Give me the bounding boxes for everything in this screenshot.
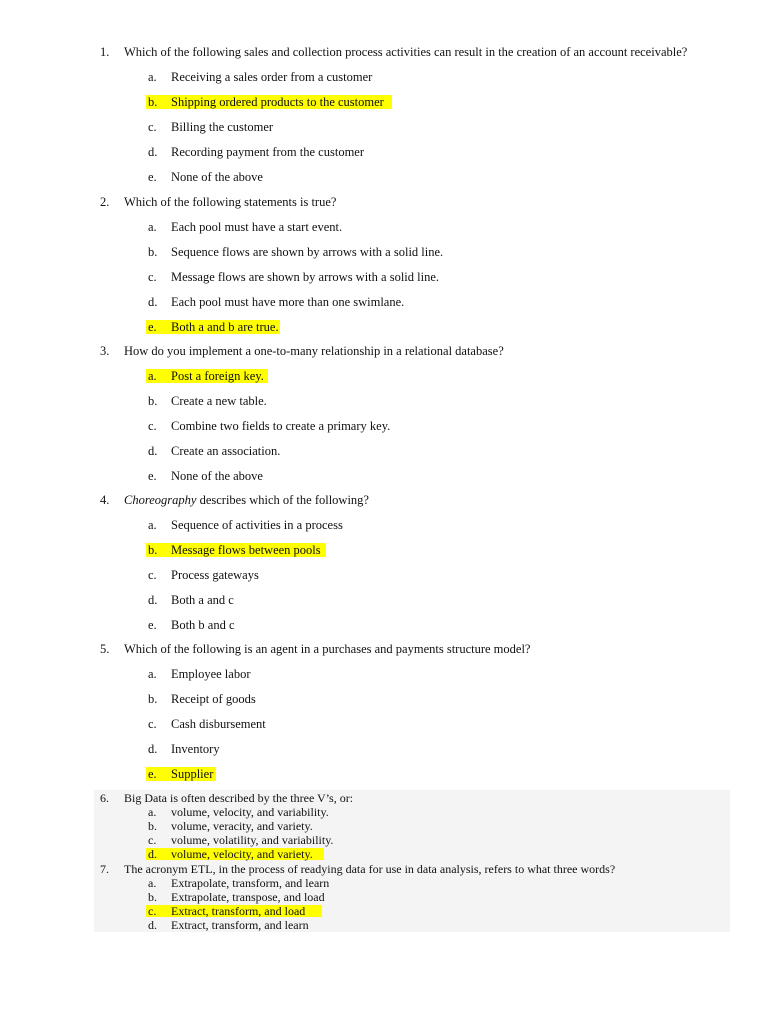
- answer-option: [0, 690, 768, 708]
- question-text: How do you implement a one-to-many relationship in a relational database?: [124, 344, 504, 358]
- option-letter: e.: [148, 618, 157, 632]
- answer-option: [0, 516, 768, 534]
- option-letter: a.: [148, 220, 157, 234]
- compact-question-band: [94, 790, 730, 932]
- option-text: None of the above: [171, 469, 263, 483]
- option-letter: e.: [148, 170, 157, 184]
- answer-option-highlighted: [0, 765, 768, 783]
- question-stem: [0, 491, 768, 509]
- option-letter: c.: [148, 717, 157, 731]
- option-letter: a.: [148, 876, 157, 890]
- option-letter: c.: [148, 120, 157, 134]
- option-text: Shipping ordered products to the customer: [171, 95, 384, 109]
- option-text: Extract, transform, and load: [171, 904, 306, 918]
- question-number: 4.: [100, 493, 110, 507]
- question-text: Which of the following is an agent in a purchases and payments structure model?: [124, 642, 531, 656]
- question-number: 5.: [100, 642, 110, 656]
- option-text: Message flows between pools: [171, 543, 321, 557]
- question-number: 1.: [100, 45, 110, 59]
- option-text: Message flows are shown by arrows with a solid line.: [171, 270, 440, 284]
- answer-option: [0, 715, 768, 733]
- answer-option: [94, 819, 730, 833]
- answer-option: [0, 467, 768, 485]
- question-stem: [0, 193, 768, 211]
- option-text: Both a and c: [171, 593, 234, 607]
- answer-option: [0, 740, 768, 758]
- option-text: volume, velocity, and variety.: [171, 847, 313, 861]
- question-stem: [0, 43, 768, 61]
- question-text-rest: describes which of the following?: [196, 493, 369, 507]
- question-3: [0, 342, 768, 485]
- option-text: Extrapolate, transform, and learn: [171, 876, 330, 890]
- question-7: [94, 862, 730, 932]
- answer-option-highlighted: [0, 318, 768, 336]
- option-text: Extract, transform, and learn: [171, 918, 309, 932]
- option-text: Inventory: [171, 742, 220, 756]
- option-letter: d.: [148, 444, 158, 458]
- option-text: Sequence flows are shown by arrows with a solid line.: [171, 245, 444, 259]
- answer-option: [0, 392, 768, 410]
- question-stem: [94, 862, 730, 876]
- option-letter: c.: [148, 833, 157, 847]
- option-letter: e.: [148, 469, 157, 483]
- answer-option: [0, 442, 768, 460]
- question-number: 3.: [100, 344, 110, 358]
- question-6: [94, 790, 730, 861]
- question-text: The acronym ETL, in the process of readying data for use in data analysis, refers to what three words?: [124, 862, 616, 876]
- answer-option: [0, 566, 768, 584]
- question-text: Which of the following sales and collection process activities can result in the creation of an account receivable?: [124, 45, 688, 59]
- option-text: Both b and c: [171, 618, 235, 632]
- option-text: Both a and b are true.: [171, 320, 279, 334]
- answer-option: [0, 665, 768, 683]
- question-4: [0, 491, 768, 634]
- option-text: Create an association.: [171, 444, 281, 458]
- option-letter: d.: [148, 295, 158, 309]
- question-stem: [0, 640, 768, 658]
- answer-option: [0, 218, 768, 236]
- option-letter: e.: [148, 767, 157, 781]
- option-letter: d.: [148, 742, 158, 756]
- question-number: 2.: [100, 195, 110, 209]
- answer-option-highlighted: [0, 541, 768, 559]
- option-letter: c.: [148, 270, 157, 284]
- option-text: Process gateways: [171, 568, 259, 582]
- answer-option-highlighted: [94, 847, 730, 861]
- option-letter: b.: [148, 394, 158, 408]
- option-text: Combine two fields to create a primary key.: [171, 419, 391, 433]
- question-text: Big Data is often described by the three V’s, or:: [124, 791, 354, 805]
- option-letter: d.: [148, 918, 157, 932]
- answer-option: [94, 890, 730, 904]
- answer-option: [94, 918, 730, 932]
- option-text: Recording payment from the customer: [171, 145, 364, 159]
- option-letter: d.: [148, 847, 157, 861]
- option-text: Extrapolate, transpose, and load: [171, 890, 325, 904]
- option-text: Cash disbursement: [171, 717, 266, 731]
- question-number: 7.: [100, 862, 109, 876]
- answer-option: [94, 805, 730, 819]
- answer-option-highlighted: [0, 93, 768, 111]
- question-text: [124, 491, 369, 509]
- answer-option: [0, 143, 768, 161]
- option-letter: a.: [148, 518, 157, 532]
- question-text-italic: Choreography: [124, 493, 197, 507]
- option-letter: b.: [148, 692, 158, 706]
- option-text: volume, veracity, and variety.: [171, 819, 313, 833]
- option-letter: d.: [148, 593, 158, 607]
- answer-option: [0, 591, 768, 609]
- option-text: Each pool must have more than one swimlane.: [171, 295, 405, 309]
- option-letter: a.: [148, 70, 157, 84]
- option-text: Billing the customer: [171, 120, 274, 134]
- option-letter: b.: [148, 819, 157, 833]
- question-stem: [0, 342, 768, 360]
- option-text: Employee labor: [171, 667, 251, 681]
- option-text: Receipt of goods: [171, 692, 256, 706]
- question-1: [0, 43, 768, 186]
- answer-option: [0, 68, 768, 86]
- answer-option: [94, 833, 730, 847]
- option-text: Receiving a sales order from a customer: [171, 70, 373, 84]
- option-text: Post a foreign key.: [171, 369, 264, 383]
- option-text: volume, volatility, and variability.: [171, 833, 334, 847]
- option-letter: a.: [148, 369, 157, 383]
- question-number: 6.: [100, 791, 109, 805]
- answer-option: [0, 293, 768, 311]
- option-text: Create a new table.: [171, 394, 267, 408]
- answer-option-highlighted: [94, 904, 730, 918]
- answer-option-highlighted: [0, 367, 768, 385]
- option-letter: b.: [148, 95, 158, 109]
- option-letter: d.: [148, 145, 158, 159]
- option-letter: b.: [148, 543, 158, 557]
- option-text: None of the above: [171, 170, 263, 184]
- answer-option: [94, 876, 730, 890]
- answer-option: [0, 417, 768, 435]
- question-text: Which of the following statements is true?: [124, 195, 337, 209]
- answer-option: [0, 616, 768, 634]
- answer-option: [0, 268, 768, 286]
- option-letter: c.: [148, 904, 157, 918]
- question-5: [0, 640, 768, 783]
- option-letter: a.: [148, 667, 157, 681]
- option-text: Each pool must have a start event.: [171, 220, 343, 234]
- option-letter: c.: [148, 419, 157, 433]
- question-2: [0, 193, 768, 336]
- option-letter: b.: [148, 890, 157, 904]
- option-text: Supplier: [171, 767, 214, 781]
- option-text: volume, velocity, and variability.: [171, 805, 329, 819]
- option-letter: e.: [148, 320, 157, 334]
- option-text: Sequence of activities in a process: [171, 518, 343, 532]
- answer-option: [0, 243, 768, 261]
- question-stem: [94, 791, 730, 805]
- answer-option: [0, 118, 768, 136]
- option-letter: a.: [148, 805, 157, 819]
- option-letter: c.: [148, 568, 157, 582]
- answer-option: [0, 168, 768, 186]
- option-letter: b.: [148, 245, 158, 259]
